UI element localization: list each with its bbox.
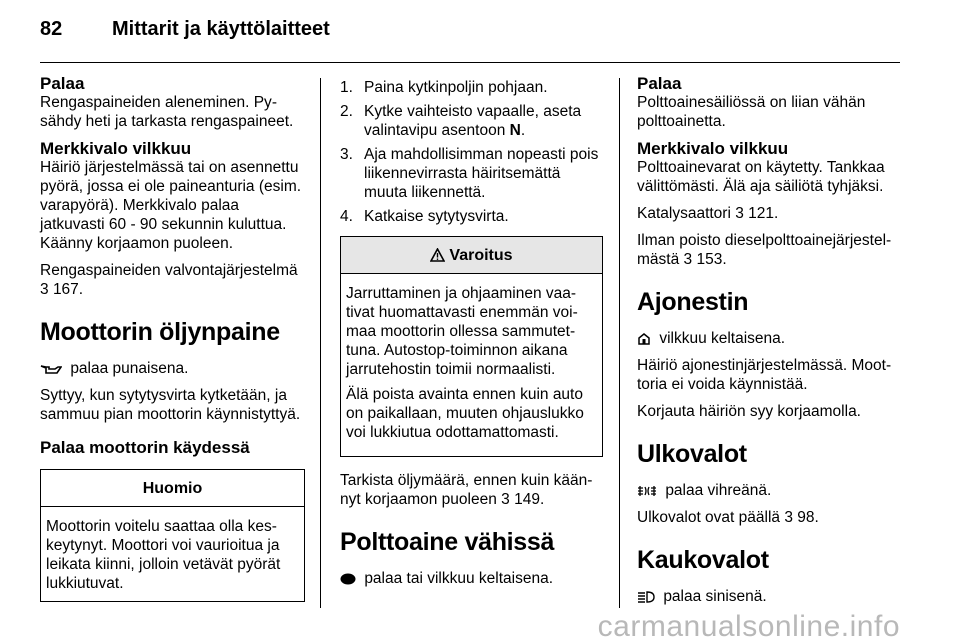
paragraph: Häiriö järjestelmässä tai on asennettu pyörä, jossa ei ole paineanturia (esim. varapyörä). Merkkivalo palaa jatkuvasti 60 - 90 sekunnin kuluttua. Käänny korjaamon puoleen. [40,159,302,252]
warning-box [340,236,603,457]
icon-line-text: vilkkuu keltaisena. [659,330,786,347]
column-3 [637,74,905,614]
section-title-oil-pressure: Moottorin öljynpaine [40,318,280,346]
column-2 [340,74,603,596]
paragraph-with-reference [637,231,905,269]
high-beam-icon [637,591,655,603]
ref-arrow-icon: 3 [735,205,744,222]
ref-arrow-icon: 3 [784,509,793,526]
fuel-warning-icon [340,573,356,585]
section-title-immobiliser: Ajonestin [637,288,749,316]
icon-line [637,329,905,348]
ref-arrow-icon: 3 [683,251,693,268]
paragraph-text: Rengaspaineiden valvontajärjestelmä [40,262,298,279]
paragraph-with-reference [637,508,905,527]
paragraph-text: Tarkista öljymäärä, ennen kuin käännyt korjaamon puoleen [340,472,593,508]
warning-triangle-icon [430,248,445,262]
icon-line-text: palaa vihreänä. [665,482,772,499]
paragraph-text: Katalysaattori [637,205,731,222]
page-title: Mittarit ja käyttölaitteet [112,18,330,40]
page-reference[interactable]: 98. [797,509,819,526]
steps-list [340,78,603,226]
exterior-lights-icon [637,485,657,497]
warning-box-header [341,237,602,274]
column-1 [40,74,305,602]
list-item: 2. Kytke vaihteisto vapaalle, aseta valintavipu asentoon N. [340,103,582,139]
subheading-merkkivalo: Merkkivalo vilkkuu [40,139,192,158]
icon-line [40,359,305,378]
paragraph: Polttoainevarat on käytetty. Tankkaa välittömästi. Älä aja säiliötä tyhjäksi. [637,159,885,195]
list-item: 3. Aja mahdollisimman nopeasti pois liikennevirrasta häiritsemättä muuta liikennettä. [340,146,599,201]
list-item: 1. Paina kytkinpoljin pohjaan. [340,79,548,96]
section-title-exterior-lights: Ulkovalot [637,440,747,468]
icon-line-text: palaa sinisenä. [663,588,767,605]
paragraph-with-reference [637,204,905,223]
page-reference[interactable]: 153. [696,251,727,268]
icon-line-text: palaa tai vilkkuu keltaisena. [364,570,554,587]
paragraph-with-reference [40,261,305,299]
warning-box-body [341,274,602,456]
gear-position: N [509,122,521,139]
page-reference[interactable]: 167. [52,281,84,298]
note-box [40,469,305,602]
paragraph-with-reference [340,471,603,509]
icon-line [637,587,905,606]
page-reference[interactable]: 121. [748,205,779,222]
list-item: 4. Katkaise sytytysvirta. [340,208,509,225]
paragraph: Häiriö ajonestinjärjestelmässä. Moottoria ei voida käynnistää. [637,357,892,393]
subheading-palaa: Palaa [40,74,85,93]
subheading-palaa-moottorin-kaydessa: Palaa moottorin käydessä [40,438,250,457]
ref-arrow-icon: 3 [40,281,49,298]
subheading-palaa: Palaa [637,74,682,93]
warning-text: Älä poista avainta ennen kuin auto on paikallaan, muuten ohjauslukko voi lukkiutua odottamattomasti. [346,386,584,441]
warning-box-title: Varoitus [449,247,513,264]
paragraph: Polttoainesäiliössä on liian vähän polttoainetta. [637,94,866,130]
section-title-high-beam: Kaukovalot [637,546,769,574]
icon-line-text: palaa punaisena. [70,360,189,377]
icon-line [340,569,603,588]
page-number: 82 [40,18,63,40]
paragraph: Syttyy, kun sytytysvirta kytketään, ja sammuu pian moottorin käynnistyttyä. [40,387,301,423]
page-reference[interactable]: 149. [514,491,545,508]
icon-line [637,481,905,500]
oil-can-icon [40,363,62,375]
warning-text: Jarruttaminen ja ohjaaminen vaativat huomattavasti enemmän voimaa moottorin ollessa sammutettuna. Autostop-toiminnon aikana jarrutehostin toimii normaalisti. [346,285,578,378]
header-divider [40,62,900,63]
watermark: carmanualsonline.info [597,610,900,643]
column-divider-1 [320,78,321,608]
paragraph: Rengaspaineiden aleneminen. Pysähdy heti ja tarkasta rengaspaineet. [40,94,294,130]
column-divider-2 [619,78,620,608]
paragraph-text: Ilman poisto dieselpolttoainejärjestelmästä [637,232,892,268]
paragraph: Korjauta häiriön syy korjaamolla. [637,403,861,420]
note-box-text: Moottorin voitelu saattaa olla keskeytynyt. Moottori voi vaurioitua ja leikata kiinni, jolloin vetävät pyörät lukkiutuvat. [46,518,281,592]
paragraph-text: Ulkovalot ovat päällä [637,509,781,526]
ref-arrow-icon: 3 [501,491,510,508]
immobiliser-icon [637,332,651,345]
section-title-fuel-low: Polttoaine vähissä [340,528,555,556]
subheading-merkkivalo: Merkkivalo vilkkuu [637,139,789,158]
note-box-header: Huomio [41,470,304,507]
